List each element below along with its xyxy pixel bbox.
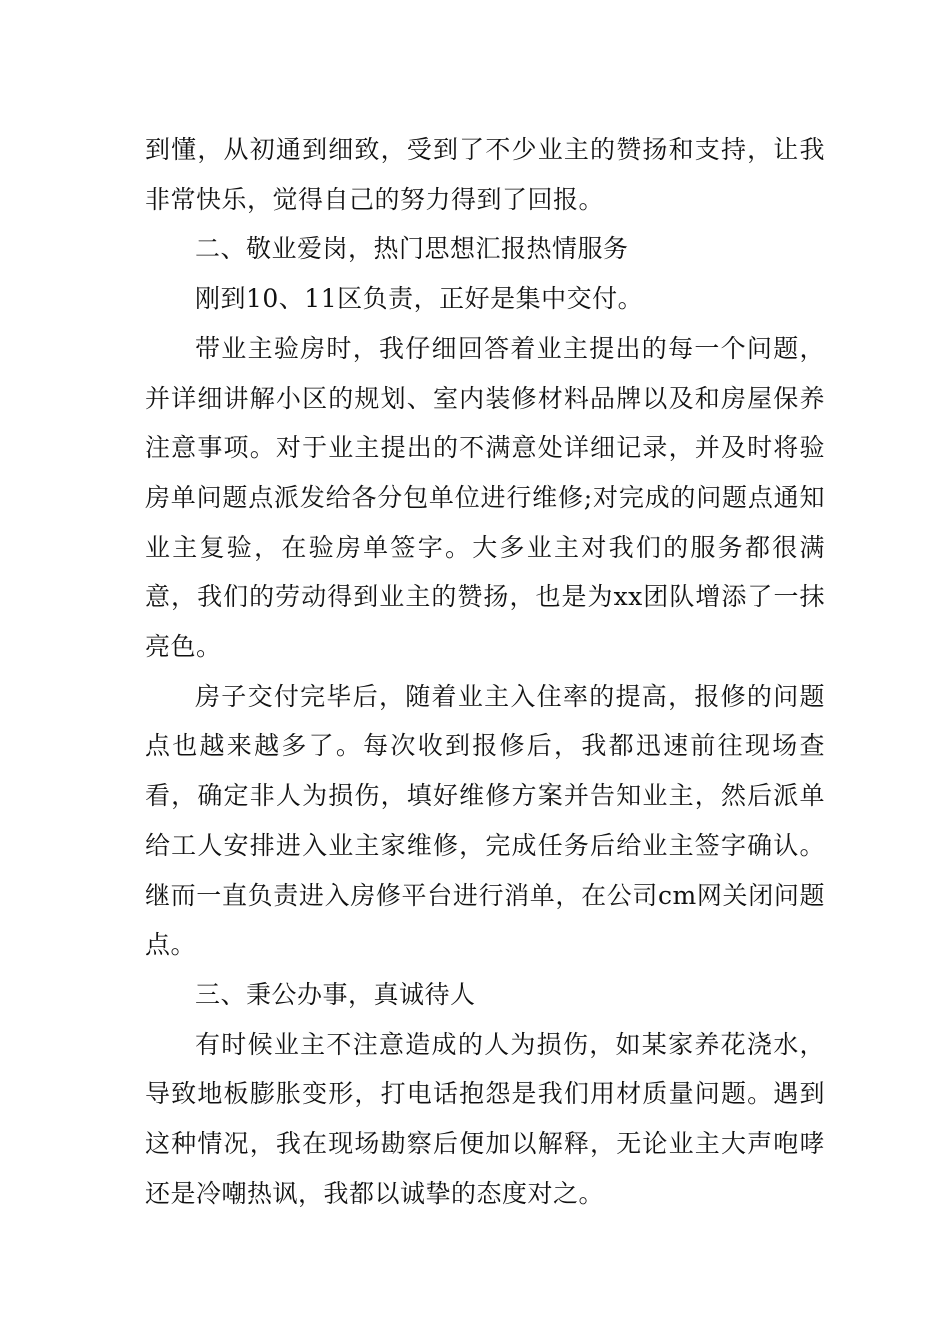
document-body	[145, 125, 825, 1218]
paragraph-complaints: 有时候业主不注意造成的人为损伤，如某家养花浇水，导致地板膨胀变形，打电话抱怨是我们用材质量问题。遇到这种情况，我在现场勘察后便加以解释，无论业主大声咆哮还是冷嘲热讽，我都以诚挚的态度对之。	[145, 1029, 825, 1208]
section-heading-3: 三、秉公办事，真诚待人	[195, 979, 476, 1009]
paragraph-continuation: 到懂，从初通到细致，受到了不少业主的赞扬和支持，让我非常快乐，觉得自己的努力得到了回报。	[145, 135, 825, 214]
paragraph-inspection: 带业主验房时，我仔细回答着业主提出的每一个问题，并详细讲解小区的规划、室内装修材料品牌以及和房屋保养注意事项。对于业主提出的不满意处详细记录，并及时将验房单问题点派发给各分包单位进行维修;对完成的问题点通知业主复验，在验房单签字。大多业主对我们的服务都很满意，我们的劳动得到业主的赞扬，也是为xx团队增添了一抹亮色。	[145, 333, 825, 662]
section-heading-2: 二、敬业爱岗，热门思想汇报热情服务	[195, 234, 629, 264]
paragraph-repairs: 房子交付完毕后，随着业主入住率的提高，报修的问题点也越来越多了。每次收到报修后，我都迅速前往现场查看，确定非人为损伤，填好维修方案并告知业主，然后派单给工人安排进入业主家维修，完成任务后给业主签字确认。继而一直负责进入房修平台进行消单，在公司cm网关闭问题点。	[145, 681, 825, 960]
paragraph-assignment: 刚到10、11区负责，正好是集中交付。	[195, 284, 644, 314]
